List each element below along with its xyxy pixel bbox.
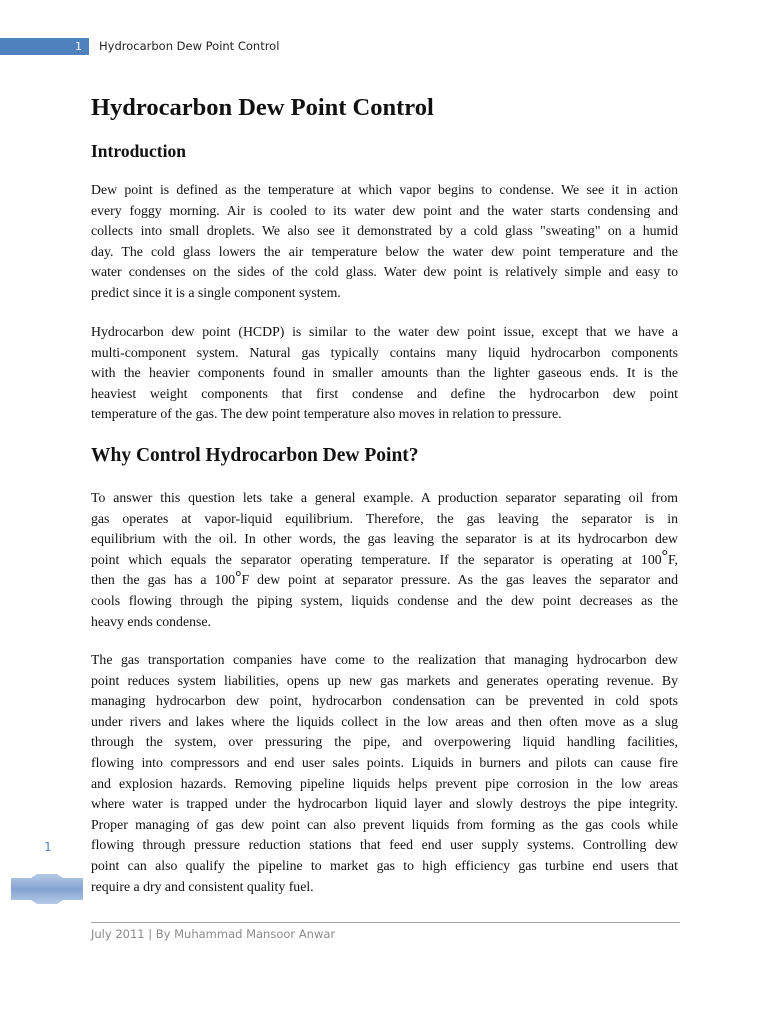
paragraph-line: collects into small droplets. We also see it demonstrated by a cold glass "sweating" on a humid (91, 223, 678, 239)
header-running-title: Hydrocarbon Dew Point Control (99, 39, 280, 53)
paragraph-intro-1 (91, 180, 678, 304)
paragraph-line: temperature of the gas. The dew point temperature also moves in relation to pressure. (91, 406, 562, 422)
text-run: then the gas has a 100 (91, 572, 236, 588)
paragraph-line: predict since it is a single component system. (91, 284, 341, 300)
paragraph-line: under rivers and lakes where the liquids collect in the low areas and then often move as a slug (91, 713, 678, 729)
paragraph-line: through the system, over pressuring the pipe, and overpowering liquid handling facilities, (91, 734, 678, 750)
paragraph-line: point reduces system liabilities, opens up new gas markets and generates operating revenue. By (91, 672, 678, 688)
paragraph-why-1 (91, 488, 678, 632)
paragraph-line (91, 570, 678, 591)
text-run: F dew point at separator pressure. As the gas leaves the separator and (241, 572, 678, 588)
paragraph-line: The gas transportation companies have come to the realization that managing hydrocarbon dew (91, 652, 678, 667)
paragraph-line: Proper managing of gas dew point can also prevent liquids from forming as the gas cools while (91, 816, 678, 832)
paragraph-line: every foggy morning. Air is cooled to its water dew point and the water starts condensing and (91, 202, 678, 218)
paragraph-line: day. The cold glass lowers the air temperature below the water dew point temperature and the (91, 243, 678, 259)
text-run: point which equals the separator operating temperature. If the separator is operating at 100 (91, 551, 662, 567)
paragraph-line: heaviest weight components that first condense and define the hydrocarbon dew point (91, 385, 678, 401)
paragraph-line: flowing into compressors and end user sales points. Liquids in burners and pilots can cause fire (91, 754, 678, 770)
paragraph-line: Hydrocarbon dew point (HCDP) is similar to the water dew point issue, except that we have a (91, 324, 678, 339)
paragraph-intro-2 (91, 322, 678, 425)
page-title: Hydrocarbon Dew Point Control (91, 94, 434, 121)
text-run: F, (667, 551, 678, 567)
paragraph-line: require a dry and consistent quality fuel. (91, 878, 314, 894)
footer-text: July 2011 | By Muhammad Mansoor Anwar (91, 927, 336, 941)
paragraph-line: water condenses on the sides of the cold glass. Water dew point is relatively simple and easy to (91, 264, 678, 280)
paragraph-line: with the heavier components found in smaller amounts than the lighter gaseous ends. It is the (91, 365, 678, 381)
paragraph-why-2 (91, 650, 678, 897)
paragraph-line (91, 550, 678, 571)
paragraph-line: managing hydrocarbon dew point, hydrocarbon condensation can be prevented in cold spots (91, 693, 678, 709)
paragraph-line: Dew point is defined as the temperature at which vapor begins to condense. We see it in action (91, 182, 678, 197)
paragraph-line: multi-component system. Natural gas typically contains many liquid hydrocarbon components (91, 344, 678, 360)
section-heading-introduction: Introduction (91, 141, 186, 161)
footer-divider (91, 922, 680, 923)
paragraph-line: flowing through pressure reduction stations that feed end user supply systems. Controlling dew (91, 837, 678, 853)
degree-symbol: ° (235, 569, 242, 586)
page-ribbon-icon (11, 874, 83, 904)
paragraph-line: gas operates at vapor-liquid equilibrium. Therefore, the gas leaving the separator is in (91, 510, 678, 526)
paragraph-line: cools flowing through the piping system, liquids condense and the dew point decreases as the (91, 592, 678, 608)
paragraph-line: To answer this question lets take a general example. A production separator separating oil from (91, 490, 678, 505)
degree-symbol: ° (661, 548, 668, 566)
side-page-number: 1 (44, 840, 52, 854)
section-heading-why-control: Why Control Hydrocarbon Dew Point? (91, 445, 419, 466)
paragraph-line: where water is trapped under the hydrocarbon liquid layer and slowly destroys the pipe integrity. (91, 796, 678, 812)
paragraph-line: and explosion hazards. Removing pipeline liquids helps prevent pipe corrosion in the low areas (91, 775, 678, 791)
header-page-number: 1 (75, 40, 82, 53)
paragraph-line: equilibrium with the oil. In other words, the gas leaving the separator is at its hydrocarbon dew (91, 531, 678, 547)
paragraph-line: point can also qualify the pipeline to market gas to high efficiency gas turbine end users that (91, 857, 678, 873)
paragraph-line: heavy ends condense. (91, 613, 211, 629)
